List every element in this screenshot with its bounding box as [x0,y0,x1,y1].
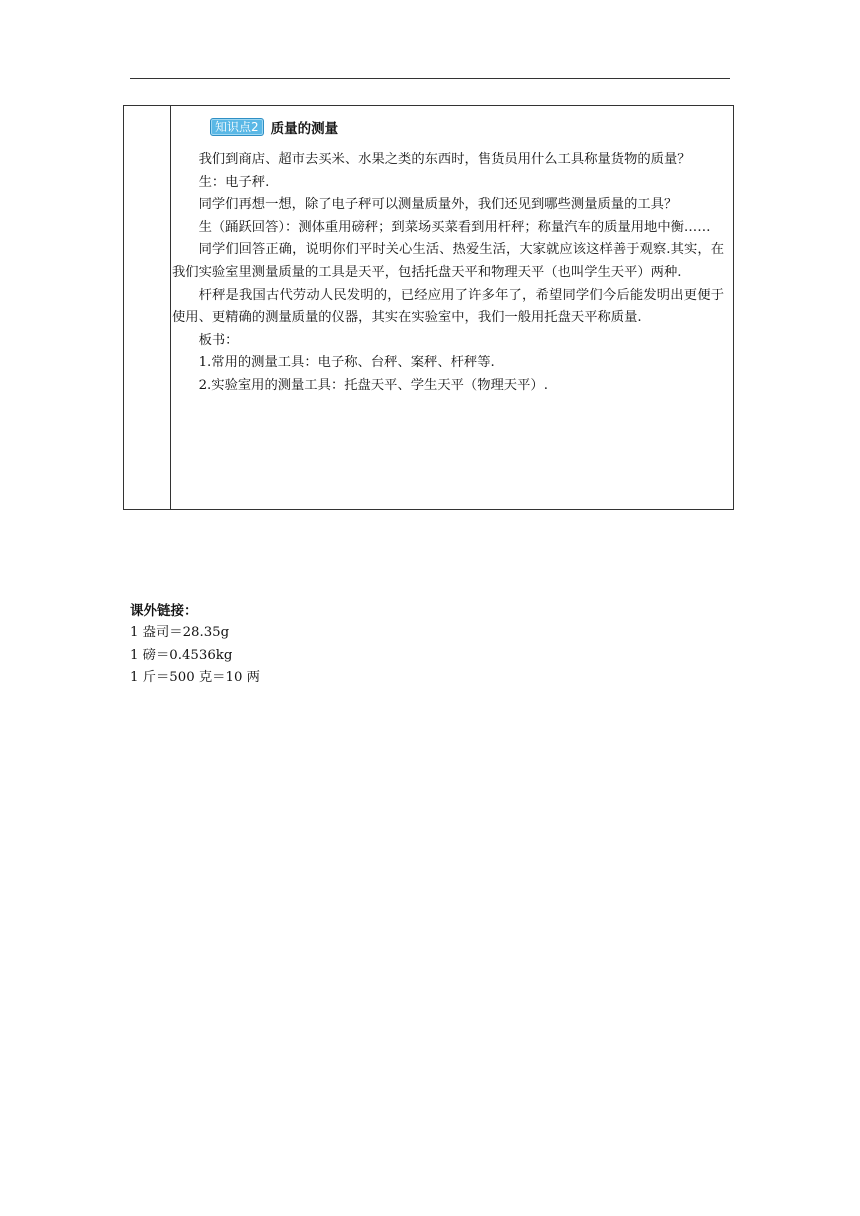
section-body [172,149,724,398]
conversion-line: 1 磅＝0.4536kg [130,647,233,663]
section-heading [210,116,338,138]
board-item: 2.实验室用的测量工具：托盘天平、学生天平（物理天平）. [198,377,548,393]
paragraph: 同学们再想一想，除了电子秤可以测量质量外，我们还见到哪些测量质量的工具？ [198,197,678,213]
conversion-line: 1 斤＝500 克＝10 两 [130,670,260,686]
lesson-table [123,105,734,510]
paragraph: 生：电子秤. [198,174,270,190]
table-content-column [172,106,733,509]
paragraph: 生（踊跃回答）：测体重用磅秤；到菜场买菜看到用杆秤；称量汽车的质量用地中衡…… [198,219,711,235]
header-rule [130,78,730,79]
extra-links-title: 课外链接： [130,603,198,619]
table-left-column [124,106,171,509]
knowledge-point-badge: 知识点2 [210,118,264,136]
paragraph: 我们到商店、超市去买米、水果之类的东西时，售货员用什么工具称量货物的质量？ [198,152,691,167]
extra-links [130,600,530,690]
conversion-line: 1 盎司＝28.35g [130,625,230,640]
paragraph: 同学们回答正确，说明你们平时关心生活、热爱生活，大家就应该这样善于观察.其实，在我们实验室里测量质量的工具是天平，包括托盘天平和物理天平（也叫学生天平）两种. [172,242,724,280]
paragraph-board-label: 板书： [198,332,239,348]
section-title: 质量的测量 [270,121,339,137]
board-item: 1.常用的测量工具：电子称、台秤、案秤、杆秤等. [198,355,495,371]
paragraph: 杆秤是我国古代劳动人民发明的，已经应用了许多年了，希望同学们今后能发明出更便于使用、更精确的测量质量的仪器，其实在实验室中，我们一般用托盘天平称质量. [172,287,724,326]
